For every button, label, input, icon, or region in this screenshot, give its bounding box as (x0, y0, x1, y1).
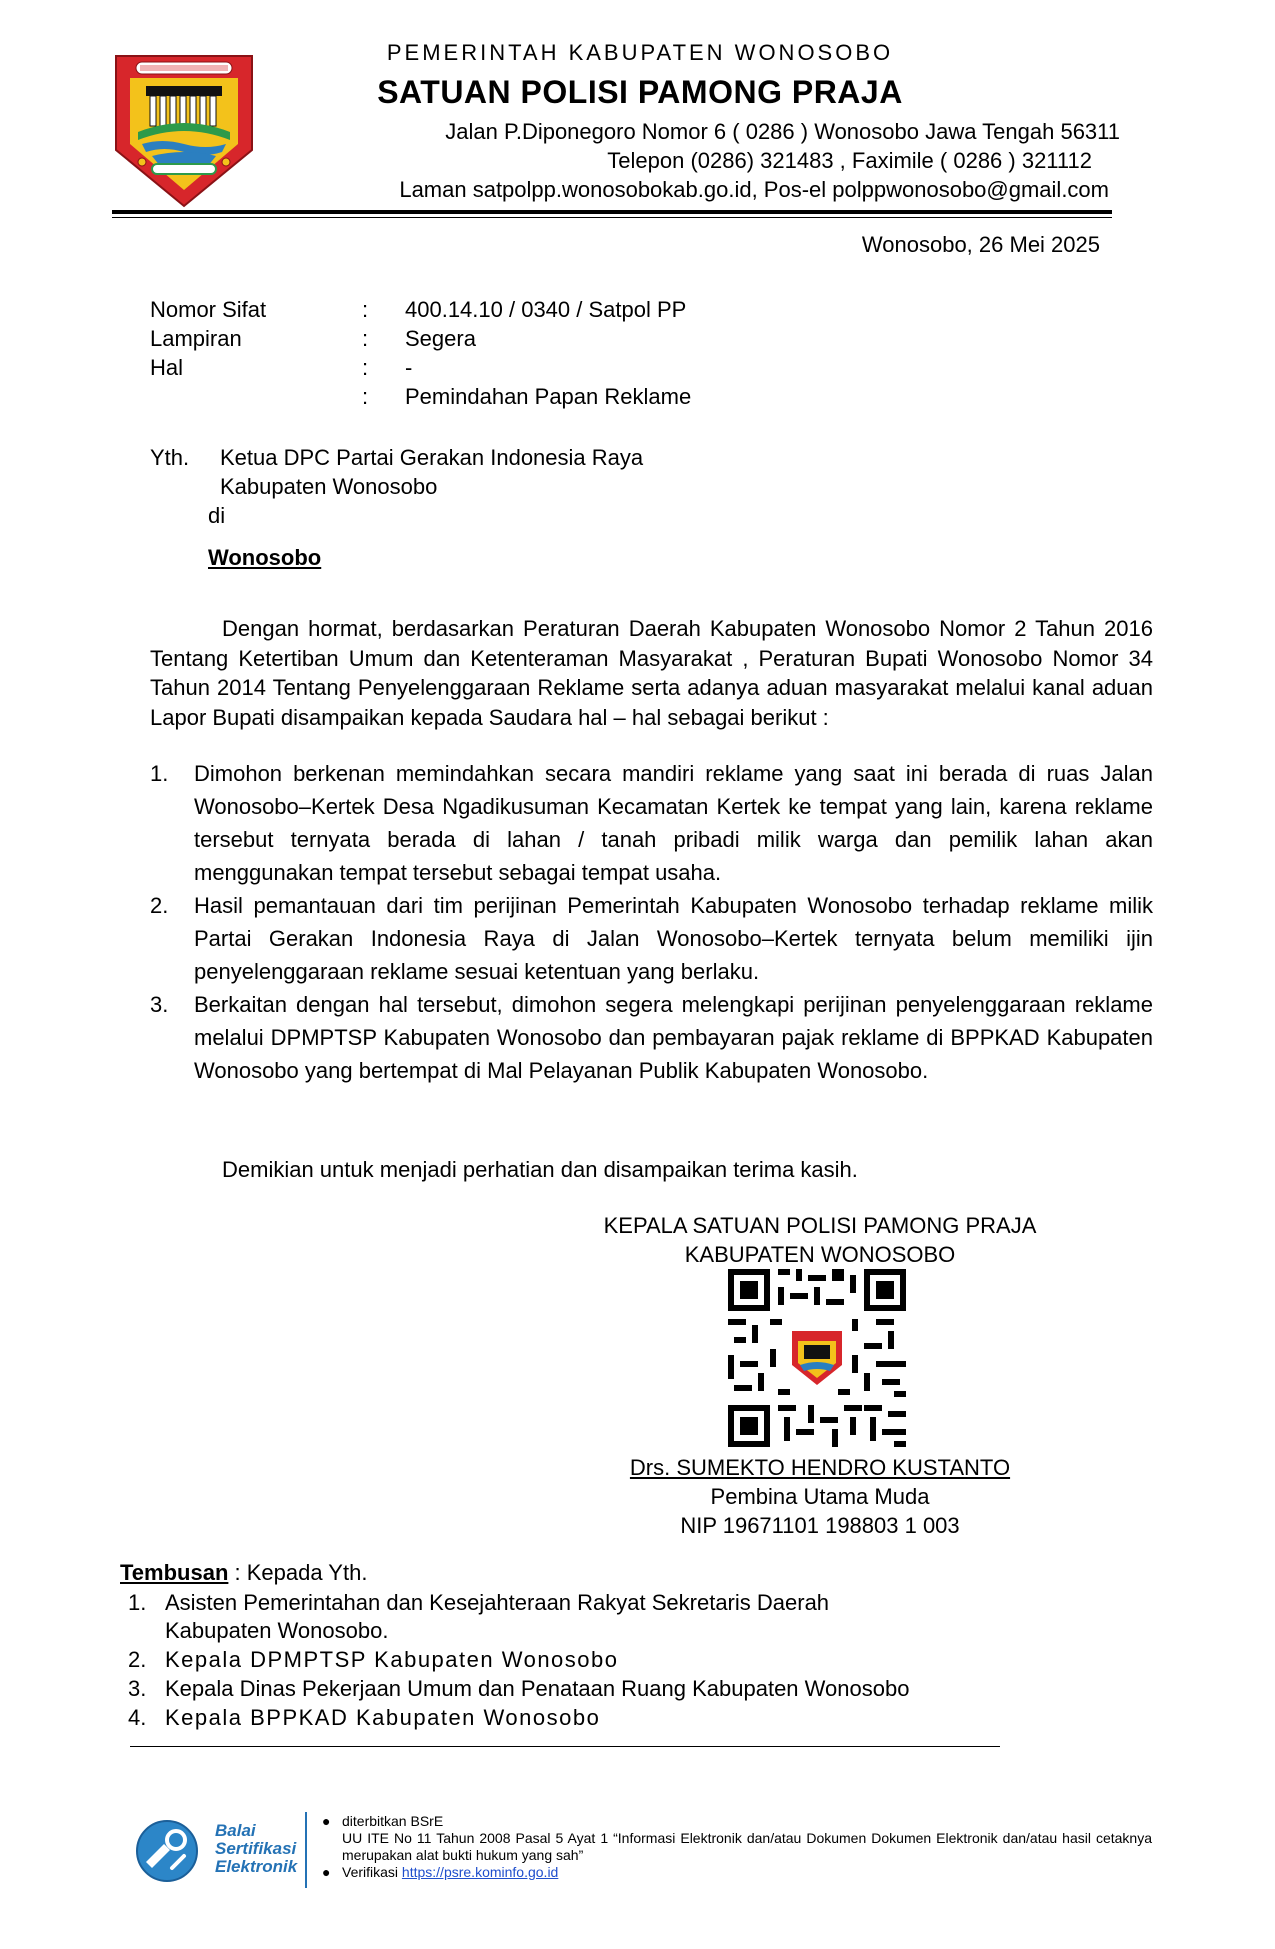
copies-text: Kepala BPPKAD Kabupaten Wonosobo (165, 1705, 601, 1730)
meta-colon: : (362, 355, 369, 380)
copies-number: 1. (128, 1590, 147, 1615)
meta-value: Segera (405, 326, 476, 351)
copies-item (120, 1589, 1020, 1645)
recipient-place: Wonosobo (208, 545, 322, 570)
list-number: 3. (150, 992, 169, 1017)
recipient-di: di (208, 503, 226, 528)
recipient-line2: Kabupaten Wonosobo (220, 474, 438, 499)
phone-line: Telepon (0286) 321483 , Faximile ( 0286 ) 321112 (607, 148, 1092, 173)
copies-title-rest: : Kepada Yth. (228, 1560, 368, 1585)
meta-colon: : (362, 384, 369, 409)
list-number: 2. (150, 893, 169, 918)
bsre-line1: Balai (215, 1821, 256, 1840)
list-text: Berkaitan dengan hal tersebut, dimohon segera melengkapi perijinan penyelenggaraan reklame melalui DPMPTSP Kabupaten Wonosobo dan pembayaran pajak reklame di BPPKAD Kabupaten Wonosobo yang bertempat di Mal Pelayanan Publik Kabupaten Wonosobo. (194, 992, 1153, 1083)
copies-text: Asisten Pemerintahan dan Kesejahteraan Rakyat Sekretaris Daerah (165, 1590, 830, 1615)
copies-text: Kepala DPMPTSP Kabupaten Wonosobo (165, 1647, 619, 1672)
address-line: Jalan P.Diponegoro Nomor 6 ( 0286 ) Wonosobo Jawa Tengah 56311 (445, 119, 1120, 144)
bullet-icon: ● (322, 1864, 331, 1880)
footer-verify (342, 1864, 1152, 1881)
organization-name: SATUAN POLISI PAMONG PRAJA (377, 74, 903, 110)
copies-item (120, 1646, 1020, 1674)
footer-note (322, 1813, 1152, 1830)
government-name: PEMERINTAH KABUPATEN WONOSOBO (386, 40, 894, 65)
copies-item (120, 1675, 1020, 1703)
bsre-logo-icon (134, 1818, 200, 1884)
list-item (150, 757, 1153, 889)
copies-item (120, 1704, 1020, 1732)
bullet-icon: ● (322, 1813, 331, 1829)
recipient-line1: Ketua DPC Partai Gerakan Indonesia Raya (220, 445, 644, 470)
copies-title: Tembusan (120, 1560, 229, 1585)
signatory-rank: Pembina Utama Muda (710, 1484, 930, 1509)
closing-sentence: Demikian untuk menjadi perhatian dan disampaikan terima kasih. (222, 1157, 858, 1182)
signature-qr-code (728, 1269, 906, 1447)
copies-number: 3. (128, 1676, 147, 1701)
copies-number: 4. (128, 1705, 147, 1730)
meta-colon: : (362, 297, 369, 322)
signature-title2: KABUPATEN WONOSOBO (684, 1242, 956, 1267)
wonosobo-regency-logo (112, 52, 256, 210)
meta-label: Nomor Sifat (150, 297, 267, 322)
bsre-line3: Elektronik (215, 1857, 298, 1876)
header-rule-thin (112, 217, 1112, 218)
copies-heading (120, 1560, 367, 1586)
copies-text-cont: Kabupaten Wonosobo. (165, 1618, 389, 1643)
meta-label: Lampiran (150, 326, 242, 351)
meta-value: Pemindahan Papan Reklame (405, 384, 692, 409)
footer-note-text: UU ITE No 11 Tahun 2008 Pasal 5 Ayat 1 “Informasi Elektronik dan/atau Dokumen Dokumen Elektronik dan/atau hasil cetaknya merupakan alat bukti hukum yang sah” (342, 1830, 1152, 1863)
bsre-wordmark (215, 1822, 297, 1876)
web-line: Laman satpolpp.wonosobokab.go.id, Pos-el polppwonosobo@gmail.com (399, 177, 1109, 202)
header-rule-thick (112, 210, 1112, 214)
meta-value: - (405, 355, 413, 380)
bsre-divider (305, 1812, 307, 1888)
signatory-name: Drs. SUMEKTO HENDRO KUSTANTO (629, 1455, 1011, 1480)
verify-link[interactable]: https://psre.kominfo.go.id (401, 1864, 559, 1880)
footer-note (322, 1830, 1152, 1864)
footer-note-text: diterbitkan BSrE (342, 1813, 444, 1829)
list-number: 1. (150, 761, 169, 786)
meta-colon: : (362, 326, 369, 351)
letter-date: Wonosobo, 26 Mei 2025 (861, 232, 1100, 257)
verify-label: Verifikasi (342, 1864, 402, 1880)
footer-note (322, 1864, 1152, 1881)
footer-rule (130, 1746, 1000, 1747)
copies-number: 2. (128, 1647, 147, 1672)
list-text: Hasil pemantauan dari tim perijinan Pemerintah Kabupaten Wonosobo terhadap reklame milik Partai Gerakan Indonesia Raya di Jalan Wonosobo–Kertek ternyata belum memiliki ijin penyelenggaraan reklame sesuai ketentuan yang berlaku. (194, 893, 1153, 984)
recipient-prefix: Yth. (150, 445, 190, 470)
signatory-nip: NIP 19671101 198803 1 003 (680, 1513, 960, 1538)
bsre-line2: Sertifikasi (215, 1839, 297, 1858)
intro-paragraph: Dengan hormat, berdasarkan Peraturan Daerah Kabupaten Wonosobo Nomor 2 Tahun 2016 Tentang Ketertiban Umum dan Ketenteraman Masyarakat , Peraturan Bupati Wonosobo Nomor 34 Tahun 2014 Tentang Penyelenggaraan Reklame serta adanya aduan masyarakat melalui kanal aduan Lapor Bupati disampaikan kepada Saudara hal – hal sebagai berikut : (150, 616, 1153, 730)
copies-text: Kepala Dinas Pekerjaan Umum dan Penataan Ruang Kabupaten Wonosobo (165, 1676, 910, 1701)
list-text: Dimohon berkenan memindahkan secara mandiri reklame yang saat ini berada di ruas Jalan Wonosobo–Kertek Desa Ngadikusuman Kecamatan Kertek ke tempat yang lain, karena reklame tersebut ternyata berada di lahan / tanah pribadi milik warga dan pemilik lahan akan menggunakan tempat tersebut sebagai tempat usaha. (194, 761, 1153, 885)
signature-title1: KEPALA SATUAN POLISI PAMONG PRAJA (603, 1213, 1037, 1238)
list-item (150, 889, 1153, 988)
list-item (150, 988, 1153, 1120)
meta-value: 400.14.10 / 0340 / Satpol PP (405, 297, 687, 322)
meta-label: Hal (150, 355, 184, 380)
